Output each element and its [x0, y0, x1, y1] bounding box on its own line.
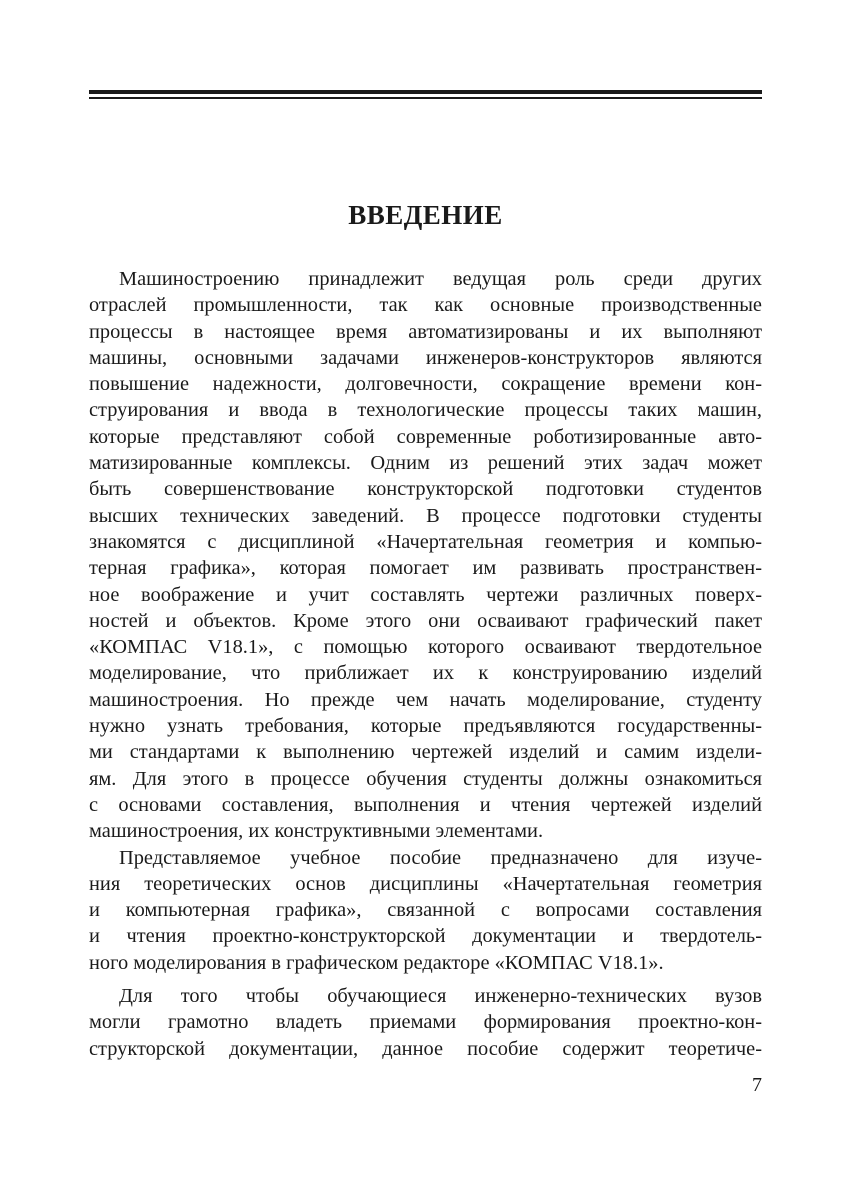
text-line: струирования и ввода в технологические процессы таких машин,	[89, 399, 762, 422]
page-number: 7	[752, 1074, 762, 1096]
text-line: Машиностроению принадлежит ведущая роль среди других	[119, 268, 762, 290]
text-line: ния теоретических основ дисциплины «Начертательная геометрия	[89, 872, 762, 895]
text-line: могли грамотно владеть приемами формирования проектно-кон-	[89, 1011, 762, 1034]
text-line: ного моделирования в графическом редакторе «КОМПАС V18.1».	[89, 951, 664, 974]
text-line: и компьютерная графика», связанной с вопросами составления	[89, 899, 762, 922]
body-text	[89, 266, 762, 1062]
text-line: нужно узнать требования, которые предъявляются государственны-	[89, 715, 762, 738]
text-line: и чтения проектно-конструкторской документации и твердотель-	[89, 925, 762, 948]
text-line: терная графика», которая помогает им развивать пространствен-	[89, 557, 762, 580]
text-line: высших технических заведений. В процессе подготовки студенты	[89, 504, 762, 527]
paragraph-2	[89, 845, 762, 976]
paragraph-1	[89, 266, 762, 845]
text-line: ностей и объектов. Кроме этого они осваивают графический пакет	[89, 609, 762, 632]
text-line: отраслей промышленности, так как основные производственные	[89, 294, 762, 317]
text-line: которые представляют собой современные роботизированные авто-	[89, 425, 762, 448]
text-line: машиностроения. Но прежде чем начать моделирование, студенту	[89, 688, 762, 711]
text-line: ное воображение и учит составлять чертежи различных поверх-	[89, 583, 762, 606]
text-line: моделирование, что приближает их к конструированию изделий	[89, 662, 762, 685]
text-line: знакомятся с дисциплиной «Начертательная геометрия и компью-	[89, 530, 762, 553]
text-line: машиностроения, их конструктивными элементами.	[89, 820, 544, 843]
header-rule-thick	[89, 90, 762, 94]
text-line: «КОМПАС V18.1», с помощью которого осваивают твердотельное	[89, 636, 762, 659]
text-line: структорской документации, данное пособие содержит теоретиче-	[89, 1037, 762, 1060]
chapter-heading: ВВЕДЕНИЕ	[348, 200, 503, 230]
text-line: ми стандартами к выполнению чертежей изделий и самим издели-	[89, 741, 762, 764]
text-line: матизированные комплексы. Одним из решений этих задач может	[89, 452, 762, 475]
paragraph-3	[89, 983, 762, 1062]
text-line: с основами составления, выполнения и чтения чертежей изделий	[89, 793, 762, 816]
text-line: Представляемое учебное пособие предназначено для изуче-	[119, 846, 762, 869]
text-line: повышение надежности, долговечности, сокращение времени кон-	[89, 373, 762, 396]
header-rule-thin	[89, 97, 762, 99]
text-line: Для того чтобы обучающиеся инженерно-технических вузов	[119, 985, 762, 1008]
text-line: быть совершенствование конструкторской подготовки студентов	[89, 478, 762, 501]
text-line: процессы в настоящее время автоматизированы и их выполняют	[89, 320, 762, 343]
text-line: машины, основными задачами инженеров-конструкторов являются	[89, 346, 762, 369]
text-line: ям. Для этого в процессе обучения студенты должны ознакомиться	[89, 767, 762, 790]
